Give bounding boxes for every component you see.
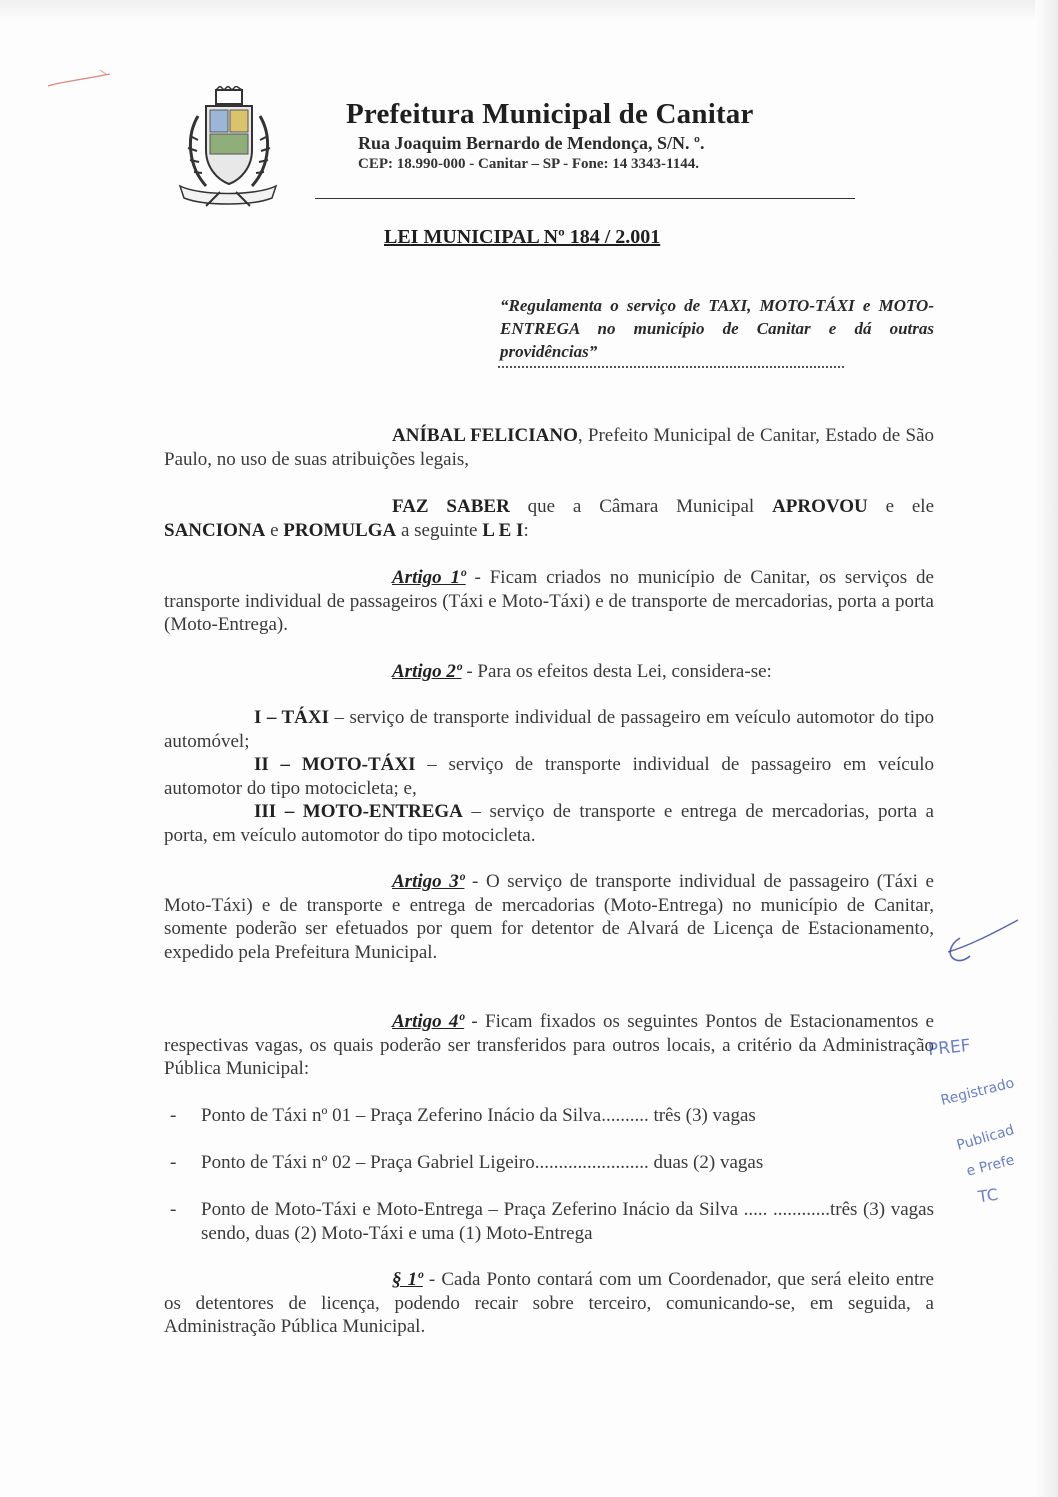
point-taxi-02: Ponto de Táxi nº 02 – Praça Gabriel Ligeiro........................ duas (2) vagas xyxy=(201,1152,764,1173)
inciso-1: I – TÁXI – serviço de transporte individual de passageiro em veículo automotor do tipo automóvel; xyxy=(164,707,934,752)
stamp-line: Publicad xyxy=(954,1122,1016,1154)
inciso-3: III – MOTO-ENTREGA – serviço de transporte e entrega de mercadorias, porta a porta, em veículo automotor do tipo motocicleta. xyxy=(164,801,934,846)
list-item: - Ponto de Táxi nº 02 – Praça Gabriel Ligeiro........................ duas (2) vagas xyxy=(164,1151,934,1175)
article-2: Artigo 2º - Para os efeitos desta Lei, considera-se: xyxy=(392,661,772,682)
article-3-label: Artigo 3º xyxy=(392,871,465,892)
paragraph-1: § 1º - Cada Ponto contará com um Coordenador, que será eleito entre os detentores de licença, podendo recair sobre terceiro, comunicando-se, em seguida, a Administração Pública Municipal. xyxy=(164,1269,934,1337)
law-title: LEI MUNICIPAL Nº 184 / 2.001 xyxy=(384,226,661,248)
article-1-label: Artigo 1º xyxy=(392,567,466,588)
ementa-dotted-rule xyxy=(498,366,844,368)
stamp-line: PREF xyxy=(927,1035,972,1061)
stamp-line: Registrado xyxy=(939,1075,1016,1109)
article-4-label: Artigo 4º xyxy=(392,1011,465,1032)
city-hall-contact: CEP: 18.990-000 - Canitar – SP - Fone: 14 3343-1144. xyxy=(358,156,699,172)
law-summary-ementa: “Regulamenta o serviço de TAXI, MOTO-TÁXI e MOTO-ENTREGA no município de Canitar e dá outras providências” xyxy=(500,296,934,361)
scan-top-shadow xyxy=(0,0,1058,22)
article-2-incisos xyxy=(164,706,934,847)
preamble-mayor xyxy=(164,424,934,471)
list-item: - Ponto de Táxi nº 01 – Praça Zeferino Inácio da Silva.......... três (3) vagas xyxy=(164,1104,934,1128)
stamp-line: TC xyxy=(976,1184,1000,1207)
city-hall-address: Rua Joaquim Bernardo de Mendonça, S/N. º. xyxy=(358,133,705,153)
point-moto: Ponto de Moto-Táxi e Moto-Entrega – Praça Zeferino Inácio da Silva ..... ............três (3) vagas sendo, duas (2) Moto-Táxi e uma (1) Moto-Entrega xyxy=(201,1199,934,1244)
point-taxi-01: Ponto de Táxi nº 01 – Praça Zeferino Inácio da Silva.......... três (3) vagas xyxy=(201,1105,756,1126)
preamble-faz-saber: FAZ SABER que a Câmara Municipal APROVOU e ele SANCIONA e PROMULGA a seguinte L E I: xyxy=(164,496,934,541)
article-4: Artigo 4º - Ficam fixados os seguintes Pontos de Estacionamentos e respectivas vagas, os quais poderão ser transferidos para outros locais, a critério da Administração Pública Municipal: xyxy=(164,1011,934,1079)
header-divider xyxy=(315,198,855,199)
inciso-2: II – MOTO-TÁXI – serviço de transporte individual de passageiro em veículo automotor do tipo motocicleta; e, xyxy=(164,754,934,799)
list-item: - Ponto de Moto-Táxi e Moto-Entrega – Praça Zeferino Inácio da Silva ..... ............três (3) vagas sendo, duas (2) Moto-Táxi e uma (1) Moto-Entrega xyxy=(170,1199,934,1244)
article-1: Artigo 1º - Ficam criados no município de Canitar, os serviços de transporte individual de passageiros (Táxi e Moto-Táxi) e de transporte de mercadorias, porta a porta (Moto-Entrega). xyxy=(164,567,934,635)
municipal-coat-of-arms-icon xyxy=(176,86,280,210)
scan-edge-shadow xyxy=(1035,0,1058,1497)
paragraph-1-label: § 1º xyxy=(392,1269,423,1290)
city-hall-name: Prefeitura Municipal de Canitar xyxy=(346,98,754,130)
handwritten-initial-mark xyxy=(940,918,1020,974)
article-2-label: Artigo 2º xyxy=(392,661,462,682)
stamp-line: e Prefe xyxy=(964,1152,1017,1180)
mayor-name: ANÍBAL FELICIANO xyxy=(392,425,578,446)
mayor-text: , Prefeito Municipal de Canitar, Estado de São Paulo, no uso de suas atribuições legais, xyxy=(164,425,935,470)
article-3: Artigo 3º - O serviço de transporte individual de passageiro (Táxi e Moto-Táxi) e de transporte e entrega de mercadorias (Moto-Entrega) no município de Canitar, somente poderão ser efetuados por quem for detentor de Alvará de Licença de Estacionamento, expedido pela Prefeitura Municipal. xyxy=(164,871,934,963)
pen-scribble-mark xyxy=(40,64,120,94)
